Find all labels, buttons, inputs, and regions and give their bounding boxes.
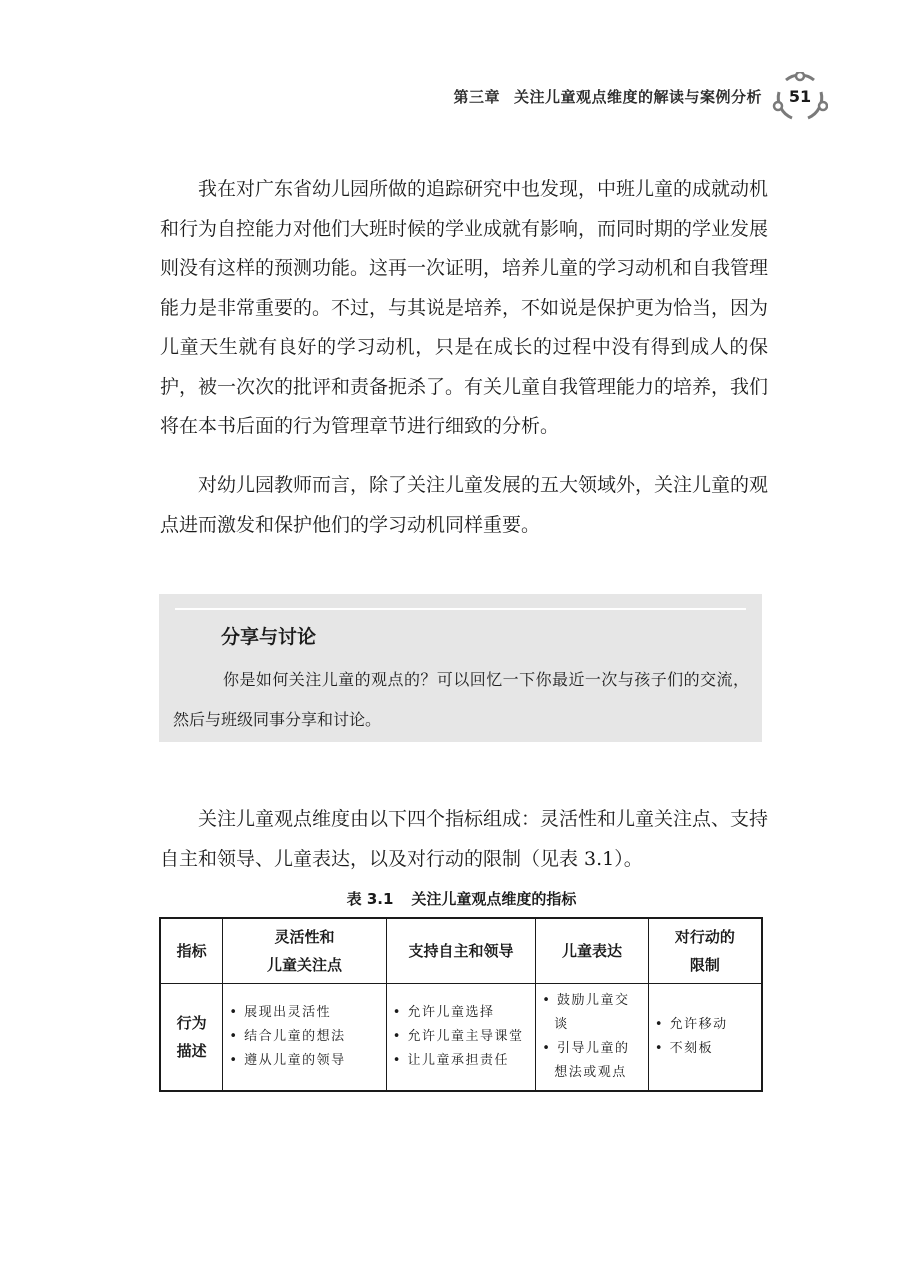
discussion-heading: 分享与讨论 bbox=[221, 626, 317, 648]
header-flexibility bbox=[223, 918, 386, 984]
list-item: • 允许儿童主导课堂 bbox=[393, 1025, 529, 1049]
list-item: • 允许移动 bbox=[655, 1013, 755, 1037]
table-row bbox=[160, 984, 762, 1092]
body-paragraph-1: 我在对广东省幼儿园所做的追踪研究中也发现，中班儿童的成就动机和行为自控能力对他们大班时候的学业成就有影响，而同时期的学业发展则没有这样的预测功能。这再一次证明，培养儿童的学习动机和自我管理能力是非常重要的。不过，与其说是培养，不如说是保护更为恰当，因为儿童天生就有良好的学习动机，只是在成长的过程中没有得到成人的保护，被一次次的批评和责备扼杀了。有关儿童自我管理能力的培养，我们将在本书后面的行为管理章节进行细致的分析。 bbox=[160, 178, 769, 437]
list-item: • 让儿童承担责任 bbox=[393, 1049, 529, 1073]
row-label-line-2: 描述 bbox=[176, 1042, 207, 1060]
table-title: 关注儿童观点维度的指标 bbox=[411, 890, 577, 908]
header-flexibility-line-1: 灵活性和 bbox=[274, 928, 335, 946]
table-number: 表 3.1 bbox=[346, 890, 394, 908]
body-paragraph-2: 对幼儿园教师而言，除了关注儿童发展的五大领域外，关注儿童的观点进而激发和保护他们的学习动机同样重要。 bbox=[160, 474, 769, 536]
expression-cell bbox=[536, 984, 649, 1092]
list-item: • 展现出灵活性 bbox=[229, 1001, 379, 1025]
list-item: • 遵从儿童的领导 bbox=[229, 1049, 379, 1073]
discussion-divider bbox=[175, 608, 746, 610]
list-item: • 鼓励儿童交谈 bbox=[542, 989, 642, 1037]
indicator-table bbox=[159, 917, 763, 1092]
chapter-label: 第三章 bbox=[453, 88, 500, 106]
row-label-line-1: 行为 bbox=[176, 1014, 207, 1032]
list-item: • 引导儿童的想法或观点 bbox=[542, 1037, 642, 1085]
flexibility-cell bbox=[223, 984, 386, 1092]
table-caption bbox=[160, 888, 763, 909]
header-restriction-line-2: 限制 bbox=[689, 956, 720, 974]
autonomy-cell bbox=[386, 984, 535, 1092]
body-paragraph-3: 关注儿童观点维度由以下四个指标组成：灵活性和儿童关注点、支持自主和领导、儿童表达，以及对行动的限制（见表 3.1）。 bbox=[160, 808, 769, 870]
running-header bbox=[453, 86, 762, 107]
header-expression: 儿童表达 bbox=[536, 918, 649, 984]
page-number: 51 bbox=[788, 87, 812, 106]
header-restriction bbox=[648, 918, 762, 984]
list-item: • 结合儿童的想法 bbox=[229, 1025, 379, 1049]
header-indicator: 指标 bbox=[160, 918, 223, 984]
row-label bbox=[160, 984, 223, 1092]
table-header-row bbox=[160, 918, 762, 984]
list-item: • 不刻板 bbox=[655, 1037, 755, 1061]
list-item: • 允许儿童选择 bbox=[393, 1001, 529, 1025]
discussion-text: 你是如何关注儿童的观点的？可以回忆一下你最近一次与孩子们的交流，然后与班级同事分享和讨论。 bbox=[173, 670, 749, 729]
discussion-box bbox=[159, 594, 762, 742]
restriction-cell bbox=[648, 984, 762, 1092]
chapter-title: 关注儿童观点维度的解读与案例分析 bbox=[513, 88, 762, 106]
header-flexibility-line-2: 儿童关注点 bbox=[267, 956, 343, 974]
page-number-badge bbox=[772, 72, 828, 124]
header-restriction-line-1: 对行动的 bbox=[674, 928, 735, 946]
header-autonomy: 支持自主和领导 bbox=[386, 918, 535, 984]
